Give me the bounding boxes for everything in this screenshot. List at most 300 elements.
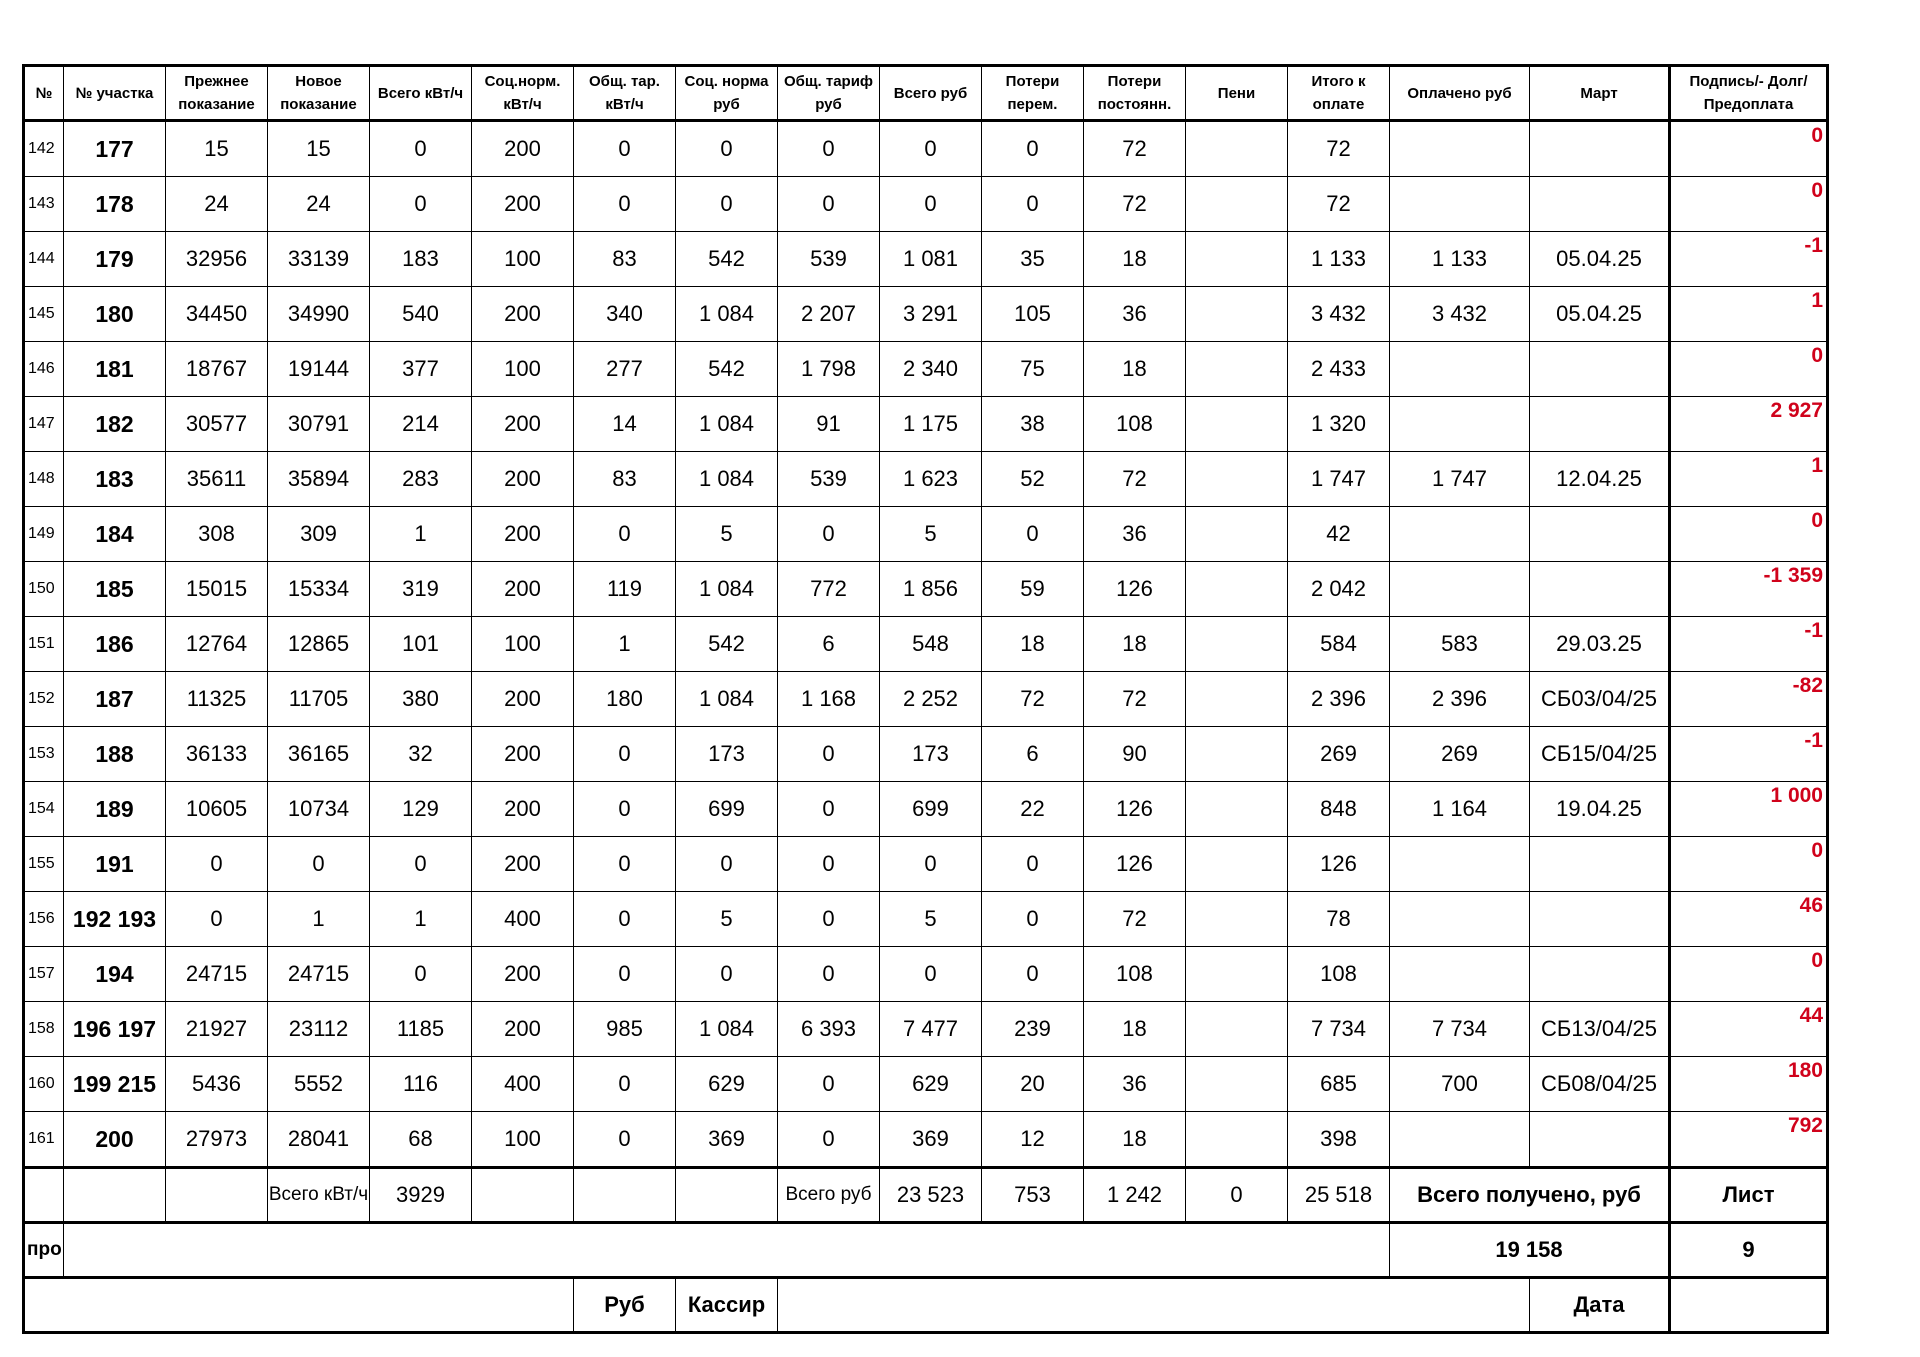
cell-loss-var: 105 [982, 287, 1084, 342]
cell-due: 1 320 [1288, 397, 1390, 452]
cell-balance: 46 [1670, 892, 1828, 947]
cell-month [1530, 121, 1670, 177]
cell-n: 145 [24, 287, 64, 342]
cell-penalty [1186, 177, 1288, 232]
cell-prev: 35611 [166, 452, 268, 507]
table-row [24, 121, 1828, 177]
totals-empty [24, 1168, 64, 1223]
cell-total-kwh: 377 [370, 342, 472, 397]
cell-penalty [1186, 121, 1288, 177]
cell-gen-rub: 6 [778, 617, 880, 672]
cell-loss-const: 108 [1084, 397, 1186, 452]
cell-gen-rub: 0 [778, 727, 880, 782]
cell-gen-rub: 539 [778, 452, 880, 507]
cell-month [1530, 947, 1670, 1002]
header-gen-rub: Общ. тариф руб [778, 66, 880, 121]
cell-month [1530, 562, 1670, 617]
cell-paid: 1 164 [1390, 782, 1530, 837]
cell-gen-kwh: 180 [574, 672, 676, 727]
cell-paid [1390, 1112, 1530, 1168]
cell-new: 34990 [268, 287, 370, 342]
header-loss-const: Потери постоянн. [1084, 66, 1186, 121]
cell-loss-var: 72 [982, 672, 1084, 727]
cell-soc-rub: 369 [676, 1112, 778, 1168]
cell-due: 3 432 [1288, 287, 1390, 342]
cell-new: 0 [268, 837, 370, 892]
cell-due: 42 [1288, 507, 1390, 562]
cell-total-rub: 548 [880, 617, 982, 672]
cell-month: СБ08/04/25 [1530, 1057, 1670, 1112]
cell-penalty [1186, 1002, 1288, 1057]
cell-new: 19144 [268, 342, 370, 397]
cell-due: 1 747 [1288, 452, 1390, 507]
table-footer [24, 1168, 1828, 1333]
sign-row [24, 1278, 1828, 1333]
table-row [24, 342, 1828, 397]
cell-loss-const: 72 [1084, 892, 1186, 947]
cell-n: 150 [24, 562, 64, 617]
sign-cashier-label: Кассир [676, 1278, 778, 1333]
cell-plot: 182 [64, 397, 166, 452]
cell-soc-rub: 1 084 [676, 672, 778, 727]
cell-balance: -82 [1670, 672, 1828, 727]
cell-total-kwh: 540 [370, 287, 472, 342]
cell-gen-kwh: 0 [574, 177, 676, 232]
cell-plot: 196 197 [64, 1002, 166, 1057]
cell-penalty [1186, 397, 1288, 452]
header-paid: Оплачено руб [1390, 66, 1530, 121]
cell-soc-kwh: 200 [472, 727, 574, 782]
cell-new: 33139 [268, 232, 370, 287]
cell-gen-rub: 0 [778, 1057, 880, 1112]
cell-loss-var: 52 [982, 452, 1084, 507]
cell-penalty [1186, 727, 1288, 782]
header-new: Новое показание [268, 66, 370, 121]
header-soc-kwh: Соц.норм. кВт/ч [472, 66, 574, 121]
cell-gen-rub: 0 [778, 1112, 880, 1168]
cell-loss-var: 6 [982, 727, 1084, 782]
table-row [24, 452, 1828, 507]
cell-balance: 1 000 [1670, 782, 1828, 837]
cell-paid [1390, 507, 1530, 562]
cell-total-kwh: 68 [370, 1112, 472, 1168]
cell-paid [1390, 562, 1530, 617]
summary-received: 19 158 [1390, 1223, 1670, 1278]
cell-gen-rub: 0 [778, 837, 880, 892]
cell-balance: 0 [1670, 177, 1828, 232]
cell-gen-kwh: 0 [574, 1112, 676, 1168]
table-row [24, 177, 1828, 232]
cell-new: 28041 [268, 1112, 370, 1168]
cell-total-rub: 7 477 [880, 1002, 982, 1057]
cell-gen-kwh: 83 [574, 452, 676, 507]
cell-loss-var: 22 [982, 782, 1084, 837]
cell-loss-const: 36 [1084, 287, 1186, 342]
cell-prev: 0 [166, 837, 268, 892]
cell-total-rub: 173 [880, 727, 982, 782]
cell-new: 5552 [268, 1057, 370, 1112]
cell-soc-kwh: 100 [472, 232, 574, 287]
cell-new: 10734 [268, 782, 370, 837]
cell-plot: 181 [64, 342, 166, 397]
cell-loss-const: 126 [1084, 837, 1186, 892]
cell-soc-kwh: 100 [472, 1112, 574, 1168]
cell-loss-const: 90 [1084, 727, 1186, 782]
cell-total-rub: 3 291 [880, 287, 982, 342]
cell-balance: -1 [1670, 617, 1828, 672]
cell-new: 11705 [268, 672, 370, 727]
table-row [24, 727, 1828, 782]
cell-penalty [1186, 1057, 1288, 1112]
cell-balance: 0 [1670, 947, 1828, 1002]
header-n: № [24, 66, 64, 121]
cell-soc-kwh: 200 [472, 287, 574, 342]
cell-loss-var: 0 [982, 837, 1084, 892]
cell-paid: 3 432 [1390, 287, 1530, 342]
cell-paid: 1 133 [1390, 232, 1530, 287]
cell-month: СБ13/04/25 [1530, 1002, 1670, 1057]
cell-soc-rub: 1 084 [676, 397, 778, 452]
cell-soc-kwh: 100 [472, 342, 574, 397]
totals-empty [166, 1168, 268, 1223]
cell-loss-var: 20 [982, 1057, 1084, 1112]
cell-prev: 5436 [166, 1057, 268, 1112]
cell-due: 2 042 [1288, 562, 1390, 617]
cell-soc-rub: 173 [676, 727, 778, 782]
cell-total-kwh: 380 [370, 672, 472, 727]
cell-prev: 308 [166, 507, 268, 562]
cell-soc-kwh: 200 [472, 672, 574, 727]
cell-penalty [1186, 507, 1288, 562]
cell-penalty [1186, 837, 1288, 892]
cell-due: 2 433 [1288, 342, 1390, 397]
cell-n: 155 [24, 837, 64, 892]
cell-soc-rub: 1 084 [676, 1002, 778, 1057]
cell-soc-rub: 5 [676, 892, 778, 947]
cell-n: 148 [24, 452, 64, 507]
cell-paid: 7 734 [1390, 1002, 1530, 1057]
cell-soc-kwh: 200 [472, 177, 574, 232]
cell-prev: 0 [166, 892, 268, 947]
cell-gen-kwh: 0 [574, 1057, 676, 1112]
table-row [24, 837, 1828, 892]
cell-soc-kwh: 200 [472, 947, 574, 1002]
cell-plot: 200 [64, 1112, 166, 1168]
cell-total-rub: 0 [880, 837, 982, 892]
totals-rub-label: Всего руб [778, 1168, 880, 1223]
cell-n: 160 [24, 1057, 64, 1112]
cell-n: 143 [24, 177, 64, 232]
cell-penalty [1186, 232, 1288, 287]
cell-soc-rub: 5 [676, 507, 778, 562]
cell-prev: 24715 [166, 947, 268, 1002]
cell-balance: 2 927 [1670, 397, 1828, 452]
cell-month: 19.04.25 [1530, 782, 1670, 837]
cell-soc-kwh: 400 [472, 892, 574, 947]
cell-n: 151 [24, 617, 64, 672]
cell-loss-var: 12 [982, 1112, 1084, 1168]
cell-new: 15 [268, 121, 370, 177]
cell-total-kwh: 101 [370, 617, 472, 672]
cell-plot: 179 [64, 232, 166, 287]
cell-plot: 199 215 [64, 1057, 166, 1112]
cell-total-kwh: 283 [370, 452, 472, 507]
cell-soc-rub: 0 [676, 947, 778, 1002]
cell-prev: 36133 [166, 727, 268, 782]
cell-plot: 184 [64, 507, 166, 562]
table-row [24, 947, 1828, 1002]
cell-balance: 1 [1670, 287, 1828, 342]
totals-empty [64, 1168, 166, 1223]
cell-soc-kwh: 200 [472, 1002, 574, 1057]
cell-balance: 180 [1670, 1057, 1828, 1112]
cell-paid: 1 747 [1390, 452, 1530, 507]
cell-paid [1390, 342, 1530, 397]
cell-new: 12865 [268, 617, 370, 672]
cell-paid [1390, 947, 1530, 1002]
cell-penalty [1186, 452, 1288, 507]
cell-loss-var: 0 [982, 177, 1084, 232]
cell-paid [1390, 177, 1530, 232]
totals-empty [676, 1168, 778, 1223]
summary-sheet-no: 9 [1670, 1223, 1828, 1278]
cell-loss-const: 18 [1084, 232, 1186, 287]
cell-balance: -1 [1670, 232, 1828, 287]
cell-total-kwh: 32 [370, 727, 472, 782]
cell-prev: 30577 [166, 397, 268, 452]
cell-balance: 0 [1670, 342, 1828, 397]
cell-gen-rub: 0 [778, 947, 880, 1002]
cell-total-kwh: 0 [370, 177, 472, 232]
cell-plot: 187 [64, 672, 166, 727]
cell-gen-rub: 2 207 [778, 287, 880, 342]
cell-n: 161 [24, 1112, 64, 1168]
cell-loss-var: 0 [982, 121, 1084, 177]
table-row [24, 562, 1828, 617]
sign-date-field [1670, 1278, 1828, 1333]
cell-month [1530, 177, 1670, 232]
cell-loss-const: 126 [1084, 782, 1186, 837]
cell-soc-rub: 542 [676, 342, 778, 397]
cell-total-rub: 1 081 [880, 232, 982, 287]
header-month: Март [1530, 66, 1670, 121]
cell-soc-kwh: 100 [472, 617, 574, 672]
cell-month: 05.04.25 [1530, 232, 1670, 287]
cell-new: 30791 [268, 397, 370, 452]
cell-prev: 24 [166, 177, 268, 232]
cell-prev: 11325 [166, 672, 268, 727]
cell-gen-rub: 772 [778, 562, 880, 617]
cell-soc-rub: 542 [676, 617, 778, 672]
cell-loss-const: 108 [1084, 947, 1186, 1002]
cell-total-kwh: 116 [370, 1057, 472, 1112]
cell-loss-const: 18 [1084, 1112, 1186, 1168]
cell-soc-rub: 629 [676, 1057, 778, 1112]
cell-new: 1 [268, 892, 370, 947]
cell-loss-var: 239 [982, 1002, 1084, 1057]
cell-soc-rub: 0 [676, 177, 778, 232]
cell-soc-kwh: 200 [472, 452, 574, 507]
cell-loss-var: 0 [982, 507, 1084, 562]
sign-date-label: Дата [1530, 1278, 1670, 1333]
cell-total-rub: 2 252 [880, 672, 982, 727]
cell-total-rub: 0 [880, 947, 982, 1002]
cell-gen-rub: 6 393 [778, 1002, 880, 1057]
totals-empty [472, 1168, 574, 1223]
cell-soc-rub: 542 [676, 232, 778, 287]
billing-sheet [22, 64, 1829, 1334]
cell-gen-kwh: 0 [574, 507, 676, 562]
cell-paid: 583 [1390, 617, 1530, 672]
table-row [24, 232, 1828, 287]
cell-gen-rub: 0 [778, 782, 880, 837]
header-sign: Подпись/- Долг/Предоплата [1670, 66, 1828, 121]
cell-paid [1390, 892, 1530, 947]
cell-gen-kwh: 0 [574, 837, 676, 892]
cell-penalty [1186, 342, 1288, 397]
cell-gen-rub: 1 168 [778, 672, 880, 727]
cell-soc-kwh: 200 [472, 782, 574, 837]
cell-gen-rub: 0 [778, 892, 880, 947]
cell-gen-rub: 91 [778, 397, 880, 452]
cell-prev: 15 [166, 121, 268, 177]
cell-total-kwh: 1185 [370, 1002, 472, 1057]
cell-total-kwh: 1 [370, 892, 472, 947]
cell-n: 154 [24, 782, 64, 837]
cell-soc-kwh: 200 [472, 837, 574, 892]
cell-loss-const: 126 [1084, 562, 1186, 617]
cell-plot: 177 [64, 121, 166, 177]
cell-paid [1390, 837, 1530, 892]
header-plot: № участка [64, 66, 166, 121]
cell-loss-const: 72 [1084, 121, 1186, 177]
cell-balance: 792 [1670, 1112, 1828, 1168]
header-penalty: Пени [1186, 66, 1288, 121]
cell-n: 152 [24, 672, 64, 727]
cell-total-rub: 0 [880, 121, 982, 177]
cell-month: 29.03.25 [1530, 617, 1670, 672]
cell-gen-kwh: 14 [574, 397, 676, 452]
cell-due: 78 [1288, 892, 1390, 947]
cell-due: 848 [1288, 782, 1390, 837]
cell-total-kwh: 319 [370, 562, 472, 617]
cell-gen-rub: 0 [778, 507, 880, 562]
cell-total-kwh: 0 [370, 837, 472, 892]
cell-prev: 12764 [166, 617, 268, 672]
cell-gen-kwh: 1 [574, 617, 676, 672]
cell-prev: 15015 [166, 562, 268, 617]
cell-gen-kwh: 119 [574, 562, 676, 617]
cell-soc-rub: 0 [676, 121, 778, 177]
cell-total-rub: 1 856 [880, 562, 982, 617]
header-due: Итого к оплате [1288, 66, 1390, 121]
cell-due: 7 734 [1288, 1002, 1390, 1057]
cell-soc-kwh: 400 [472, 1057, 574, 1112]
cell-gen-kwh: 0 [574, 121, 676, 177]
cell-balance: 0 [1670, 121, 1828, 177]
cell-due: 72 [1288, 121, 1390, 177]
cell-plot: 180 [64, 287, 166, 342]
cell-balance: -1 359 [1670, 562, 1828, 617]
table-row [24, 397, 1828, 452]
cell-total-rub: 1 175 [880, 397, 982, 452]
cell-loss-const: 18 [1084, 1002, 1186, 1057]
cell-total-rub: 2 340 [880, 342, 982, 397]
totals-empty [574, 1168, 676, 1223]
cell-prev: 10605 [166, 782, 268, 837]
cell-penalty [1186, 617, 1288, 672]
cell-plot: 185 [64, 562, 166, 617]
cell-loss-const: 18 [1084, 342, 1186, 397]
cell-balance: -1 [1670, 727, 1828, 782]
cell-new: 24715 [268, 947, 370, 1002]
cell-penalty [1186, 672, 1288, 727]
summary-row [24, 1223, 1828, 1278]
totals-loss-var: 753 [982, 1168, 1084, 1223]
cell-gen-kwh: 0 [574, 782, 676, 837]
cell-balance: 0 [1670, 837, 1828, 892]
cell-month: СБ15/04/25 [1530, 727, 1670, 782]
cell-due: 108 [1288, 947, 1390, 1002]
cell-loss-const: 18 [1084, 617, 1186, 672]
cell-total-rub: 5 [880, 507, 982, 562]
cell-month [1530, 342, 1670, 397]
cell-balance: 44 [1670, 1002, 1828, 1057]
cell-penalty [1186, 892, 1288, 947]
cell-paid [1390, 397, 1530, 452]
header-total-rub: Всего руб [880, 66, 982, 121]
cell-n: 156 [24, 892, 64, 947]
cell-loss-const: 72 [1084, 672, 1186, 727]
cell-prev: 34450 [166, 287, 268, 342]
cell-gen-kwh: 0 [574, 947, 676, 1002]
cell-month [1530, 397, 1670, 452]
totals-due: 25 518 [1288, 1168, 1390, 1223]
cell-gen-kwh: 340 [574, 287, 676, 342]
cell-n: 147 [24, 397, 64, 452]
table-row [24, 672, 1828, 727]
cell-n: 146 [24, 342, 64, 397]
cell-plot: 191 [64, 837, 166, 892]
cell-gen-kwh: 0 [574, 892, 676, 947]
table-row [24, 892, 1828, 947]
cell-loss-const: 72 [1084, 452, 1186, 507]
cell-soc-rub: 0 [676, 837, 778, 892]
cell-penalty [1186, 782, 1288, 837]
cell-paid [1390, 121, 1530, 177]
cell-balance: 0 [1670, 507, 1828, 562]
summary-prefix: про [24, 1223, 64, 1278]
cell-total-rub: 1 623 [880, 452, 982, 507]
cell-total-rub: 699 [880, 782, 982, 837]
cell-due: 584 [1288, 617, 1390, 672]
header-loss-var: Потери перем. [982, 66, 1084, 121]
cell-due: 126 [1288, 837, 1390, 892]
cell-paid: 2 396 [1390, 672, 1530, 727]
cell-due: 269 [1288, 727, 1390, 782]
cell-month [1530, 1112, 1670, 1168]
cell-due: 398 [1288, 1112, 1390, 1168]
table-row [24, 1057, 1828, 1112]
cell-new: 15334 [268, 562, 370, 617]
cell-loss-var: 75 [982, 342, 1084, 397]
table-row [24, 617, 1828, 672]
header-total-kwh: Всего кВт/ч [370, 66, 472, 121]
cell-gen-kwh: 0 [574, 727, 676, 782]
cell-soc-kwh: 200 [472, 507, 574, 562]
totals-kwh-label: Всего кВт/ч [268, 1168, 370, 1223]
totals-penalty: 0 [1186, 1168, 1288, 1223]
